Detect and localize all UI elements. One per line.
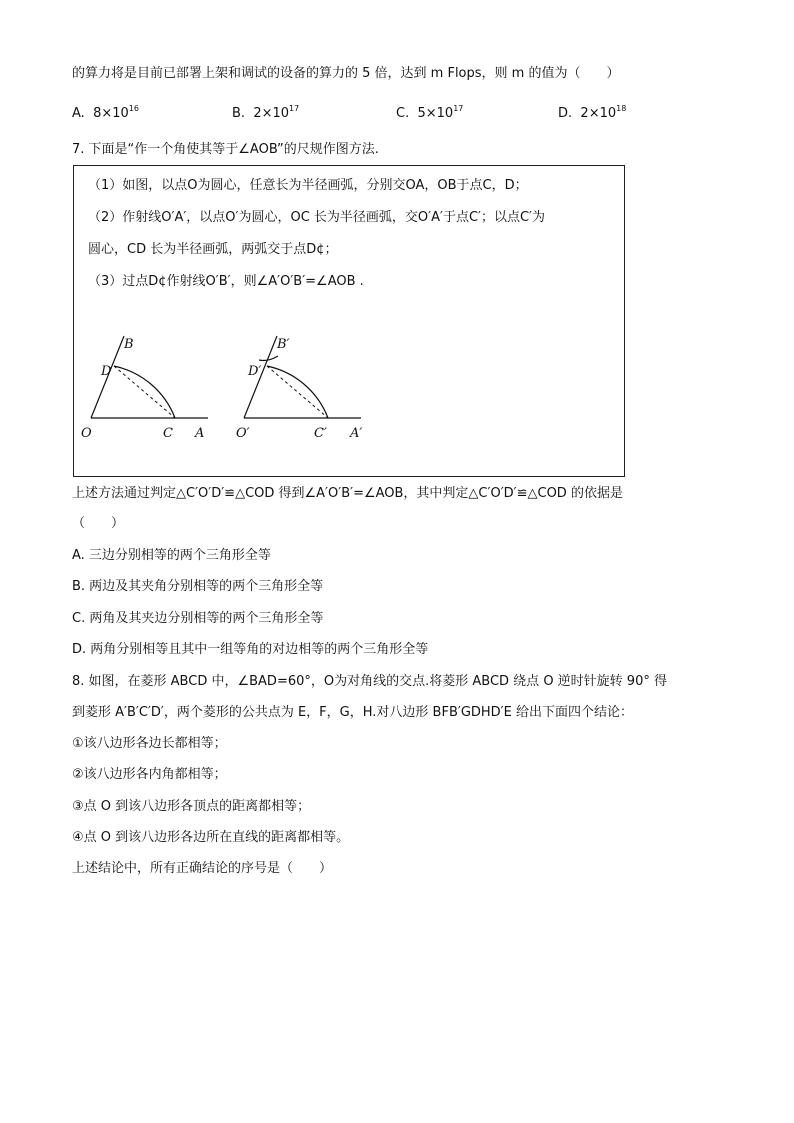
construction-figure xyxy=(74,306,624,476)
q6-choice-b[interactable]: B. $2\times 10^{17}$ xyxy=(232,104,300,121)
construction-box xyxy=(73,165,625,477)
q7-question-line-2: （ ） xyxy=(72,516,125,531)
q6-choice-a[interactable]: A. $8\times 10^{16}$ xyxy=(72,104,139,121)
q8-ask: 上述结论中，所有正确结论的序号是（ ） xyxy=(72,861,333,876)
q8-conclusion-3: ③点 O 到该八边形各顶点的距离都相等； xyxy=(72,799,311,814)
q7-option-c[interactable]: C. 两角及其夹边分别相等的两个三角形全等 xyxy=(72,611,324,626)
label-a-prime: A′ xyxy=(350,426,363,441)
construction-step-2-cont: 圆心，CD 长为半径画弧，两弧交于点D¢； xyxy=(88,242,338,257)
construction-step-1: （1）如图，以点O为圆心，任意长为半径画弧，分别交OA，OB于点C，D； xyxy=(88,178,528,193)
q6-choice-c[interactable]: C. $5\times 10^{17}$ xyxy=(396,104,464,121)
label-c-prime: C′ xyxy=(314,426,327,441)
q7-option-a[interactable]: A. 三边分别相等的两个三角形全等 xyxy=(72,548,271,563)
label-b: B xyxy=(124,337,134,352)
left-angle-figure xyxy=(81,336,208,441)
q6-choices xyxy=(72,104,712,124)
q8-stem-line-1: 8. 如图，在菱形 ABCD 中，∠BAD=60°，O为对角线的交点.将菱形 ABCD 绕点 O 逆时针旋转 90° 得 xyxy=(72,674,667,689)
q6-choice-d[interactable]: D. $2\times 10^{18}$ xyxy=(558,104,627,121)
construction-step-2: （2）作射线O′A′，以点O′为圆心，OC 长为半径画弧，交O′A′于点C′；以点C′为 xyxy=(88,210,546,225)
right-angle-figure xyxy=(236,336,362,441)
q8-conclusion-1: ①该八边形各边长都相等； xyxy=(72,736,227,751)
q8-conclusion-2: ②该八边形各内角都相等； xyxy=(72,767,227,782)
segment-cd xyxy=(114,366,175,418)
q7-option-d[interactable]: D. 两角分别相等且其中一组等角的对边相等的两个三角形全等 xyxy=(72,642,429,657)
label-d: D xyxy=(101,364,112,379)
label-a: A xyxy=(195,426,205,441)
q6-tail-text: 的算力将是目前已部署上架和调试的设备的算力的 5 倍，达到 m Flops，则 m 的值为（ ） xyxy=(72,66,620,81)
segment-c-prime-d-prime xyxy=(267,366,328,418)
q8-conclusion-4: ④点 O 到该八边形各边所在直线的距离都相等。 xyxy=(72,830,350,845)
label-b-prime: B′ xyxy=(277,337,290,352)
construction-step-3: （3）过点D¢作射线O′B′，则∠A′O′B′=∠AOB . xyxy=(88,274,364,289)
q7-stem: 7. 下面是“作一个角使其等于∠AOB”的尺规作图方法. xyxy=(72,142,379,157)
label-d-prime: D′ xyxy=(248,364,262,379)
label-o: O xyxy=(81,426,92,441)
q8-stem-line-2: 到菱形 A′B′C′D′，两个菱形的公共点为 E，F，G，H.对八边形 BFB′GDHD′E 给出下面四个结论： xyxy=(72,705,633,720)
label-c: C xyxy=(163,426,173,441)
q7-question-line-1: 上述方法通过判定△C′O′D′≌△COD 得到∠A′O′B′=∠AOB，其中判定△C′O′D′≌△COD 的依据是 xyxy=(72,486,623,501)
label-o-prime: O′ xyxy=(236,426,250,441)
q7-option-b[interactable]: B. 两边及其夹角分别相等的两个三角形全等 xyxy=(72,579,324,594)
